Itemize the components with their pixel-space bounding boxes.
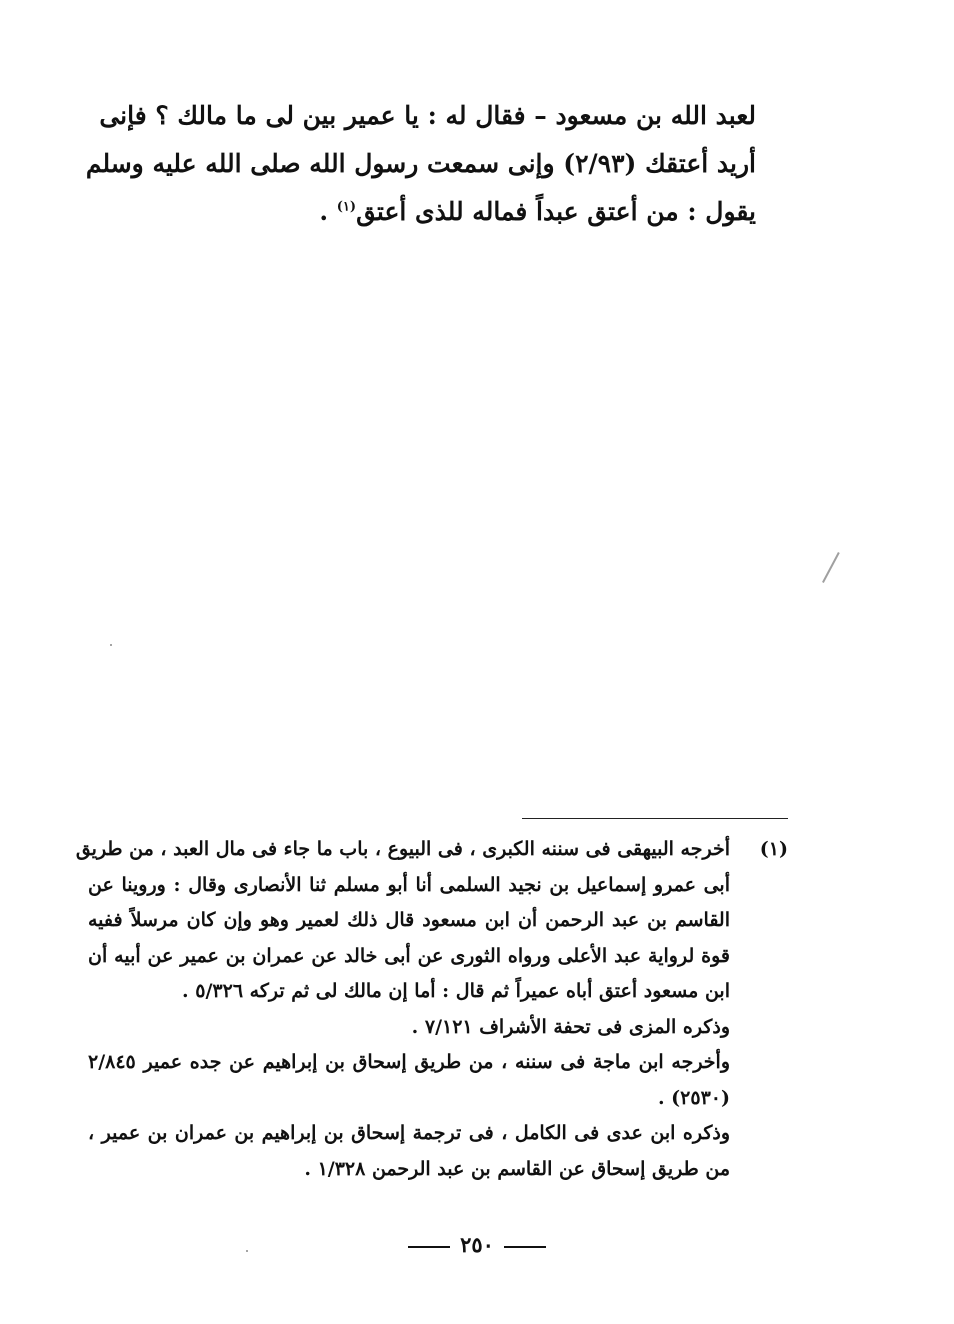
footnote-marker: (١) [759,838,788,860]
main-text-line: لعبد الله بن مسعود – فقال له : يا عمير بين لى ما مالك ؟ فإنى [99,101,756,130]
main-text-line: أريد أعتقك (٢/٩٣) وإنى سمعت رسول الله صلى الله عليه وسلم [85,149,756,178]
page-number-dash-left [408,1246,450,1248]
footnote-1 [75,832,788,1187]
page-number-value: ٢٥٠ [460,1232,494,1257]
page-number [0,1232,954,1257]
page-number-dash-right [504,1246,546,1248]
scan-artifact-line [822,552,840,583]
footnote-line: وأخرجه ابن ماجة فى سننه ، من طريق إسحاق بن إبراهيم عن جده عمير ٢/٨٤٥ [88,1051,730,1073]
sentence-end: . [319,197,337,226]
footnote-line: أبى عمرو إسماعيل بن نجيد السلمى أنا أبو مسلم ثنا الأنصارى وقال : وروينا عن [88,873,730,896]
footnote-line: وذكره المزى فى تحفة الأشراف ٧/١٢١ . [411,1015,730,1038]
footnote-line: وذكره ابن عدى فى الكامل ، فى ترجمة إسحاق بن إبراهيم بن عمران بن عمير ، [88,1122,730,1144]
footnote-reference[interactable]: (١) [336,199,357,215]
main-text-line: يقول : من أعتق عبداً فماله للذى أعتق [356,197,756,226]
scan-artifact-dot [246,1250,248,1252]
footnotes [75,832,788,1187]
scan-artifact-dot [110,644,112,646]
footnote-line: (٢٥٣٠) . [657,1086,730,1109]
footnote-divider [522,818,788,819]
main-text-line-last [120,188,756,236]
footnote-line: القاسم بن عبد الرحمن أن ابن مسعود قال ذلك لعمير وهو وإن كان مرسلاً ففيه [88,909,730,931]
main-text [85,92,756,236]
footnote-line: أخرجه البيهقى فى سننه الكبرى ، فى البيوع ، باب ما جاء فى مال العبد ، من طريق [75,838,730,860]
footnote-line: من طريق إسحاق عن القاسم بن عبد الرحمن ١/٣٢٨ . [304,1157,730,1180]
footnote-line: ابن مسعود أعتق أباه عميراً ثم قال : أما إن مالك لى ثم تركه ٥/٣٢٦ . [182,980,730,1002]
footnote-line: قوة لرواية عبد الأعلى ورواه الثورى عن أبى خالد عن عمران بن عمير عن أبيه أن [88,944,730,967]
